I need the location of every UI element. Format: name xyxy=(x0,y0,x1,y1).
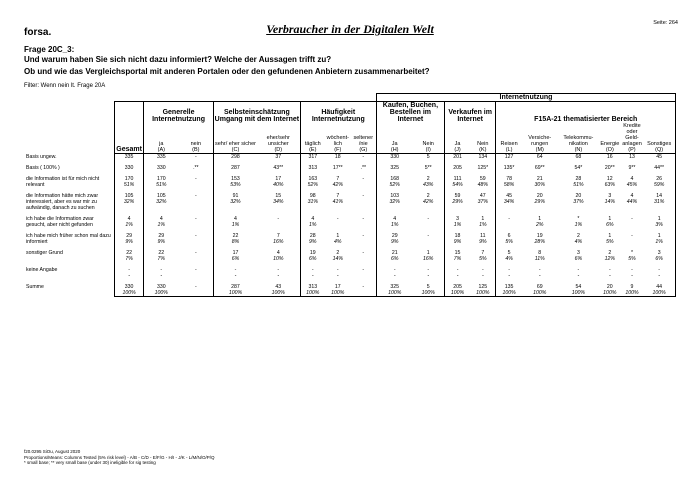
table-cell: 29 9% xyxy=(144,233,179,245)
column-letter: (G) xyxy=(359,147,368,153)
footer-sig-test: Proportions/Means: Columns Tested (5% risk level) - A/B - C/D - E/F/G - H/I - J/K - L/M/N/O/P/Q xyxy=(24,454,215,460)
table-row xyxy=(24,250,676,262)
table-cell: 20** xyxy=(604,165,615,171)
table-cell: 19 28% xyxy=(534,233,545,245)
question-block xyxy=(24,45,331,65)
group-generelle: Generelle Internetnutzung xyxy=(144,102,214,124)
crosstab-table-wrapper xyxy=(24,93,676,297)
table-cell: - xyxy=(427,216,430,222)
table-cell: 313 100% xyxy=(300,284,325,297)
table-cell: 335 xyxy=(115,154,144,161)
gesamt-header: Gesamt xyxy=(115,123,144,154)
table-cell: 47 37% xyxy=(477,193,489,205)
table-cell: 22 7% xyxy=(144,250,179,262)
column-header-m xyxy=(522,123,558,154)
table-cell: 4 1% xyxy=(214,216,257,228)
table-cell: 43 100% xyxy=(257,284,300,297)
filter-note: Filter: Wenn nein lt. Frage 20A xyxy=(24,83,106,89)
column-header-o xyxy=(599,123,621,154)
table-cell: - xyxy=(362,154,365,160)
table-cell: 22 8% xyxy=(214,233,257,245)
footer-notes xyxy=(24,449,214,466)
table-cell: 4 1% xyxy=(300,216,325,228)
column-label: wöchent- lich xyxy=(326,135,349,147)
table-cell: 4 1% xyxy=(376,216,412,228)
row-label: keine Angabe xyxy=(26,267,58,273)
table-cell: 325 xyxy=(376,165,412,171)
column-header-k xyxy=(470,123,496,154)
row-label: ich habe die Information zwar gesucht, aber nicht gefunden xyxy=(26,216,94,228)
table-cell: - xyxy=(362,267,365,273)
table-cell: 44** xyxy=(643,165,675,171)
column-letter: (L) xyxy=(505,147,513,153)
group-kaufen: Kaufen, Buchen, Bestellen im Internet xyxy=(376,102,444,124)
column-letter: (H) xyxy=(390,147,399,153)
table-cell: 330 xyxy=(376,154,412,161)
table-cell: 64 xyxy=(536,154,543,160)
column-header-n xyxy=(558,123,599,154)
table-row xyxy=(24,176,676,188)
table-row xyxy=(24,267,676,279)
table-cell: 335 xyxy=(144,154,179,161)
column-letter: (B) xyxy=(192,147,200,153)
table-cell: 1 16% xyxy=(423,250,434,262)
column-header-c xyxy=(214,123,257,154)
table-cell: 4 1% xyxy=(115,216,144,228)
table-cell: 2 4% xyxy=(574,233,583,245)
table-cell: - xyxy=(427,233,430,239)
table-cell: 5 100% xyxy=(412,284,444,297)
column-header-j xyxy=(444,123,470,154)
column-label: Ja xyxy=(391,141,398,147)
row-label: die Information hätte mich zwar interessiert, aber es war mir zu aufwändig, danach zu suchen xyxy=(26,193,99,211)
table-cell: - xyxy=(631,233,633,239)
column-letter: (O) xyxy=(605,147,614,153)
table-row xyxy=(24,193,676,211)
table-cell: 44 100% xyxy=(643,284,675,297)
table-cell: - xyxy=(194,216,197,222)
table-cell: 54* xyxy=(574,165,583,171)
table-cell: 1 1% xyxy=(643,233,675,245)
column-header-q xyxy=(643,123,675,154)
table-cell: 11 9% xyxy=(479,233,487,245)
table-cell: 13 xyxy=(629,154,635,160)
column-label: Versiche- rungen xyxy=(528,135,552,147)
table-cell: 1 5% xyxy=(606,233,614,245)
table-cell: 5** xyxy=(424,165,432,171)
table-cell: 20 37% xyxy=(573,193,584,205)
column-label: täglich xyxy=(304,141,321,147)
table-cell: 43** xyxy=(273,165,284,171)
column-header-b xyxy=(179,123,214,154)
table-cell: - - xyxy=(481,267,484,279)
table-cell: - xyxy=(277,216,280,222)
question-number: Frage 20C_3: xyxy=(24,45,75,54)
table-cell: 317 xyxy=(300,154,325,161)
table-cell: 330 xyxy=(144,165,179,171)
table-cell: 28 51% xyxy=(573,176,584,188)
row-label: Basis ( 100% ) xyxy=(26,165,60,171)
column-label: Nein xyxy=(422,141,434,147)
column-header-g xyxy=(351,123,377,154)
table-cell: 3 6% xyxy=(574,250,583,262)
brand-logo: forsa. xyxy=(24,27,52,38)
table-cell: 9 100% xyxy=(621,284,644,297)
column-label: Nein xyxy=(477,141,489,147)
table-cell: 21 30% xyxy=(534,176,545,188)
table-cell: 68 xyxy=(575,154,582,160)
table-cell: 17 100% xyxy=(325,284,351,297)
table-cell: 1 3% xyxy=(643,216,675,228)
table-cell: 17 6% xyxy=(214,250,257,262)
table-cell: - - xyxy=(631,267,633,279)
table-cell: 26 59% xyxy=(643,176,675,188)
table-cell: 2 12% xyxy=(604,250,616,262)
table-cell: 287 xyxy=(214,165,257,171)
column-letter: (N) xyxy=(574,147,583,153)
table-cell: - xyxy=(194,250,197,256)
table-cell: - xyxy=(631,216,633,222)
table-cell: - - xyxy=(427,267,430,279)
table-cell: - - xyxy=(115,267,144,279)
column-label: Sonstiges xyxy=(647,141,672,147)
table-cell: 9** xyxy=(628,165,636,171)
table-cell: 153 53% xyxy=(214,176,257,188)
table-cell: 330 xyxy=(115,165,144,171)
table-cell: 37 xyxy=(275,154,282,160)
column-label: ja xyxy=(159,141,164,147)
column-label: sehr/ eher sicher xyxy=(215,141,256,147)
table-cell: 298 xyxy=(214,154,257,161)
table-cell: 4 10% xyxy=(273,250,284,262)
group-verkaufen: Verkaufen im Internet xyxy=(444,102,496,124)
table-cell: 205 100% xyxy=(444,284,470,297)
table-cell: 134 xyxy=(478,154,488,160)
table-cell: 17 40% xyxy=(273,176,284,188)
column-letter: (F) xyxy=(334,147,342,153)
table-cell: 6 5% xyxy=(496,233,522,245)
table-cell: 59 29% xyxy=(444,193,470,211)
column-header-l xyxy=(496,123,522,154)
table-cell: 127 xyxy=(496,154,522,161)
table-cell: 18 xyxy=(334,154,341,160)
table-cell: 125* xyxy=(477,165,489,171)
table-cell: 5 xyxy=(426,154,430,160)
table-cell: 17** xyxy=(332,165,343,171)
row-label: Summe xyxy=(26,284,44,290)
table-cell: 15 7% xyxy=(444,250,470,262)
table-cell: 135* xyxy=(496,165,522,171)
table-cell: 45 34% xyxy=(496,193,522,211)
table-cell: - xyxy=(362,250,365,256)
table-cell: 3 6% xyxy=(643,250,675,262)
table-cell: 78 58% xyxy=(496,176,522,188)
table-cell: - xyxy=(336,216,339,222)
table-body xyxy=(24,154,676,297)
table-cell: 45 xyxy=(643,154,675,161)
column-letter: (C) xyxy=(231,147,240,153)
table-cell: .** xyxy=(193,165,199,171)
footer-base-note: * small base; ** very small base (under 30) ineligible for sig testing xyxy=(24,460,156,465)
table-cell: 4 1% xyxy=(144,216,179,228)
table-cell: 59 48% xyxy=(477,176,489,188)
table-cell: - - xyxy=(444,267,470,279)
column-label: seltener /nie xyxy=(353,135,374,147)
table-cell: 16 xyxy=(606,154,613,160)
table-cell: - - xyxy=(608,267,611,279)
group-selbsteinschaetzung: Selbsteinschätzung Umgang mit dem Internet xyxy=(214,102,301,124)
table-cell: 287 100% xyxy=(214,284,257,297)
table-cell: * 1% xyxy=(574,216,583,228)
column-header-f xyxy=(325,123,351,154)
table-cell: - xyxy=(362,233,365,239)
table-cell: 2 43% xyxy=(423,176,434,188)
table-cell: 163 52% xyxy=(300,176,325,188)
table-cell: 12 63% xyxy=(604,176,616,188)
column-label: Kredite oder Geld- anlagen xyxy=(622,123,642,147)
row-label: sonstiger Grund xyxy=(26,250,63,256)
table-cell: 2 42% xyxy=(423,193,434,205)
column-letter: (M) xyxy=(535,147,544,153)
table-cell: 201 xyxy=(444,154,470,161)
table-cell: 91 32% xyxy=(214,193,257,211)
table-cell: 7 42% xyxy=(332,176,343,188)
table-cell: * 5% xyxy=(628,250,636,262)
table-cell: 313 xyxy=(300,165,325,171)
table-cell: - xyxy=(179,284,214,297)
row-label: ich habe mich früher schon mal dazu informiert xyxy=(26,233,111,245)
column-header-d xyxy=(257,123,300,154)
table-cell: - - xyxy=(643,267,675,279)
table-cell: 3 14% xyxy=(604,193,616,205)
question-subtext: Ob und wie das Vergleichsportal mit anderen Portalen oder den gefundenen Anbietern zusammenarbeitet? xyxy=(24,67,430,76)
table-cell: - xyxy=(362,216,365,222)
table-cell: 18 9% xyxy=(444,233,470,245)
column-letter: (D) xyxy=(274,147,283,153)
column-label: nein xyxy=(190,141,202,147)
table-cell: 21 6% xyxy=(376,250,412,262)
row-label: die Information ist für mich nicht relevant xyxy=(26,176,100,188)
table-cell: 1 6% xyxy=(606,216,614,228)
table-cell: - xyxy=(362,193,365,199)
table-cell: 3 1% xyxy=(444,216,470,228)
table-cell: 28 9% xyxy=(300,233,325,245)
crosstab-table xyxy=(24,93,676,297)
table-cell: 69 100% xyxy=(522,284,558,297)
table-cell: 105 32% xyxy=(115,193,144,211)
table-row xyxy=(24,284,676,297)
table-cell: 69** xyxy=(534,165,545,171)
row-label: Basis ungew. xyxy=(26,153,57,160)
internetnutzung-header: Internetnutzung xyxy=(376,94,675,102)
table-cell: 1 4% xyxy=(334,233,342,245)
table-cell: 2 14% xyxy=(332,250,343,262)
table-cell: 325 100% xyxy=(376,284,412,297)
table-cell: 20 100% xyxy=(599,284,621,297)
table-cell: 330 100% xyxy=(115,284,144,297)
table-cell: 330 100% xyxy=(144,284,179,297)
column-header-e xyxy=(300,123,325,154)
table-cell: 14 31% xyxy=(643,193,675,211)
table-cell: 170 51% xyxy=(144,176,179,188)
table-cell: 54 100% xyxy=(558,284,599,297)
table-cell: - xyxy=(362,176,365,182)
column-label: Telekommu- nikation xyxy=(563,135,594,147)
column-letter: (J) xyxy=(454,147,461,153)
table-cell: - xyxy=(194,176,197,182)
column-header-h xyxy=(376,123,412,154)
column-header-i xyxy=(412,123,444,154)
table-cell: 105 32% xyxy=(144,193,179,211)
table-cell: - xyxy=(194,267,197,273)
table-cell: 4 45% xyxy=(626,176,638,188)
page-number: Seite: 264 xyxy=(653,20,678,26)
table-cell: - xyxy=(194,233,197,239)
column-letter: (I) xyxy=(425,147,431,153)
table-cell: - xyxy=(351,284,377,297)
table-cell: - - xyxy=(577,267,580,279)
column-label: Energie xyxy=(600,141,620,147)
table-cell: - - xyxy=(144,267,179,279)
table-cell: - - xyxy=(538,267,541,279)
table-cell: 135 100% xyxy=(496,284,522,297)
report-title: Verbraucher in der Digitalen Welt xyxy=(266,22,434,36)
column-label: Ja xyxy=(454,141,461,147)
table-cell: 19 6% xyxy=(300,250,325,262)
column-letter: (Q) xyxy=(655,147,664,153)
table-cell: 29 9% xyxy=(115,233,144,245)
table-cell: 103 32% xyxy=(376,193,412,211)
column-label: eher/sehr unsicher xyxy=(266,135,290,147)
table-cell: - xyxy=(496,216,522,228)
table-cell: .** xyxy=(360,165,367,171)
group-f15a: F15A-21 thematisierter Bereich xyxy=(496,102,676,124)
table-cell: - - xyxy=(336,267,339,279)
column-letter: (K) xyxy=(479,147,487,153)
column-letter: (A) xyxy=(157,147,165,153)
column-letter: (E) xyxy=(309,147,317,153)
table-cell: - - xyxy=(277,267,280,279)
table-cell: 20 29% xyxy=(534,193,545,205)
table-cell: 125 100% xyxy=(470,284,496,297)
column-header-p xyxy=(621,123,644,154)
table-cell: 5 4% xyxy=(496,250,522,262)
table-cell: 7 41% xyxy=(332,193,343,205)
column-letter: (P) xyxy=(628,147,636,153)
table-cell: 1 2% xyxy=(536,216,544,228)
table-cell: 168 52% xyxy=(376,176,412,188)
table-cell: 98 31% xyxy=(300,193,325,211)
column-header-a xyxy=(144,123,179,154)
footer-job-id: f20.0295 SiOu, August 2020 xyxy=(24,449,81,454)
table-cell: - xyxy=(194,154,197,160)
table-cell: - - xyxy=(300,267,325,279)
table-cell: 22 7% xyxy=(115,250,144,262)
table-cell: 29 9% xyxy=(376,233,412,245)
question-text: Und warum haben Sie sich nicht dazu informiert? Welche der Aussagen trifft zu? xyxy=(24,55,332,64)
table-cell: - - xyxy=(376,267,412,279)
table-cell: 205 xyxy=(444,165,470,171)
table-row xyxy=(24,233,676,245)
table-cell: 170 51% xyxy=(115,176,144,188)
table-cell: 111 54% xyxy=(444,176,470,188)
table-cell: - xyxy=(194,193,197,199)
table-cell: - - xyxy=(496,267,522,279)
table-cell: 15 34% xyxy=(273,193,284,205)
table-row xyxy=(24,216,676,228)
table-cell: 8 11% xyxy=(534,250,545,262)
group-haeufigkeit: Häufigkeit Internetnutzung xyxy=(300,102,376,124)
table-cell: 7 16% xyxy=(273,233,284,245)
column-label: Reisen xyxy=(500,141,518,147)
table-cell: - - xyxy=(214,267,257,279)
table-cell: 7 5% xyxy=(479,250,487,262)
table-cell: 4 44% xyxy=(626,193,638,205)
table-cell: 1 1% xyxy=(479,216,487,228)
